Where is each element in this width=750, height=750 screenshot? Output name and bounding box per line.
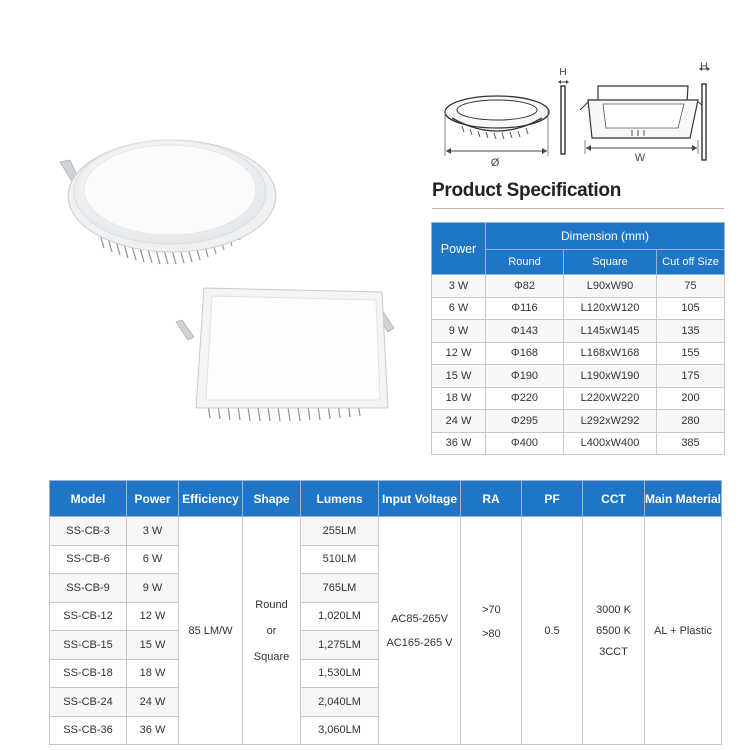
ra-70: >70 xyxy=(482,603,501,616)
header-model: Model xyxy=(50,481,127,517)
model-lumens: 1,530LM xyxy=(301,659,379,688)
model-power: 3 W xyxy=(127,517,179,546)
voltage-value xyxy=(379,517,461,745)
header-input-voltage: Input Voltage xyxy=(379,481,461,517)
model-name: SS-CB-36 xyxy=(50,716,127,745)
square-panel-image xyxy=(168,282,408,432)
ra-80: >80 xyxy=(482,627,501,640)
shape-value xyxy=(243,517,301,745)
spec-cutoff: 135 xyxy=(657,320,725,343)
ra-value xyxy=(461,517,522,745)
header-power: Power xyxy=(127,481,179,517)
model-lumens: 255LM xyxy=(301,517,379,546)
cct-3000k: 3000 K xyxy=(596,603,631,616)
spec-row xyxy=(432,387,725,410)
header-lumens: Lumens xyxy=(301,481,379,517)
cct-6500k: 6500 K xyxy=(596,624,631,637)
model-name: SS-CB-6 xyxy=(50,545,127,574)
voltage-low: AC85-265V xyxy=(391,612,448,625)
spec-cutoff: 75 xyxy=(657,275,725,298)
spec-header-dimension: Dimension (mm) xyxy=(486,223,725,250)
model-lumens: 1,275LM xyxy=(301,631,379,660)
header-shape: Shape xyxy=(243,481,301,517)
model-power: 12 W xyxy=(127,602,179,631)
header-main-material: Main Material xyxy=(645,481,722,517)
model-lumens: 765LM xyxy=(301,574,379,603)
header-pf: PF xyxy=(522,481,583,517)
spec-header-power: Power xyxy=(432,223,486,275)
model-power: 9 W xyxy=(127,574,179,603)
spec-row xyxy=(432,410,725,433)
spec-round: Φ220 xyxy=(486,387,564,410)
spec-row xyxy=(432,342,725,365)
model-power: 36 W xyxy=(127,716,179,745)
round-diameter-label: Ø xyxy=(490,157,500,169)
spec-square: L400xW400 xyxy=(564,432,657,455)
model-lumens: 1,020LM xyxy=(301,602,379,631)
spec-row xyxy=(432,275,725,298)
spec-square: L292xW292 xyxy=(564,410,657,433)
dimension-drawings xyxy=(440,60,730,170)
spec-cutoff: 155 xyxy=(657,342,725,365)
model-lumens: 3,060LM xyxy=(301,716,379,745)
spec-row xyxy=(432,432,725,455)
spec-table xyxy=(431,222,725,455)
round-panel-image xyxy=(50,118,290,278)
model-power: 15 W xyxy=(127,631,179,660)
model-lumens: 2,040LM xyxy=(301,688,379,717)
spec-square: L168xW168 xyxy=(564,342,657,365)
model-name: SS-CB-15 xyxy=(50,631,127,660)
efficiency-value: 85 LM/W xyxy=(179,517,243,745)
shape-or: or xyxy=(266,624,277,637)
material-value: AL + Plastic xyxy=(645,517,722,745)
spec-title: Product Specification xyxy=(432,180,622,201)
spec-round: Φ400 xyxy=(486,432,564,455)
header-efficiency: Efficiency xyxy=(179,481,243,517)
spec-power: 24 W xyxy=(432,410,486,433)
spec-power: 9 W xyxy=(432,320,486,343)
spec-header-square: Square xyxy=(564,250,657,275)
spec-power: 12 W xyxy=(432,342,486,365)
spec-round: Φ82 xyxy=(486,275,564,298)
spec-header-cutoff: Cut off Size xyxy=(657,250,725,275)
spec-square: L120xW120 xyxy=(564,297,657,320)
spec-round: Φ116 xyxy=(486,297,564,320)
square-height-label: H xyxy=(700,61,708,73)
spec-square: L90xW90 xyxy=(564,275,657,298)
spec-round: Φ190 xyxy=(486,365,564,388)
spec-cutoff: 200 xyxy=(657,387,725,410)
shape-square: Square xyxy=(253,650,290,663)
spec-power: 3 W xyxy=(432,275,486,298)
model-name: SS-CB-24 xyxy=(50,688,127,717)
model-row xyxy=(50,517,722,546)
spec-power: 36 W xyxy=(432,432,486,455)
spec-cutoff: 280 xyxy=(657,410,725,433)
model-power: 18 W xyxy=(127,659,179,688)
shape-round: Round xyxy=(255,598,288,611)
round-height-label: H xyxy=(559,67,567,78)
square-dimension-drawing xyxy=(580,61,710,164)
spec-round: Φ168 xyxy=(486,342,564,365)
model-name: SS-CB-9 xyxy=(50,574,127,603)
spec-header-round: Round xyxy=(486,250,564,275)
model-name: SS-CB-12 xyxy=(50,602,127,631)
spec-title-divider xyxy=(432,208,724,209)
voltage-high: AC165-265 V xyxy=(386,636,453,649)
spec-row xyxy=(432,297,725,320)
model-table xyxy=(49,480,722,745)
spec-power: 18 W xyxy=(432,387,486,410)
model-power: 6 W xyxy=(127,545,179,574)
spec-cutoff: 105 xyxy=(657,297,725,320)
spec-square: L220xW220 xyxy=(564,387,657,410)
model-power: 24 W xyxy=(127,688,179,717)
spec-cutoff: 385 xyxy=(657,432,725,455)
pf-value: 0.5 xyxy=(522,517,583,745)
spec-row xyxy=(432,320,725,343)
model-name: SS-CB-18 xyxy=(50,659,127,688)
spec-row xyxy=(432,365,725,388)
header-cct: CCT xyxy=(583,481,645,517)
header-ra: RA xyxy=(461,481,522,517)
spec-square: L145xW145 xyxy=(564,320,657,343)
cct-3cct: 3CCT xyxy=(599,645,628,658)
spec-power: 15 W xyxy=(432,365,486,388)
spec-cutoff: 175 xyxy=(657,365,725,388)
square-width-label: W xyxy=(634,152,646,164)
model-name: SS-CB-3 xyxy=(50,517,127,546)
spec-round: Φ143 xyxy=(486,320,564,343)
round-dimension-drawing xyxy=(445,67,569,169)
spec-square: L190xW190 xyxy=(564,365,657,388)
spec-power: 6 W xyxy=(432,297,486,320)
spec-round: Φ295 xyxy=(486,410,564,433)
model-lumens: 510LM xyxy=(301,545,379,574)
cct-value xyxy=(583,517,645,745)
